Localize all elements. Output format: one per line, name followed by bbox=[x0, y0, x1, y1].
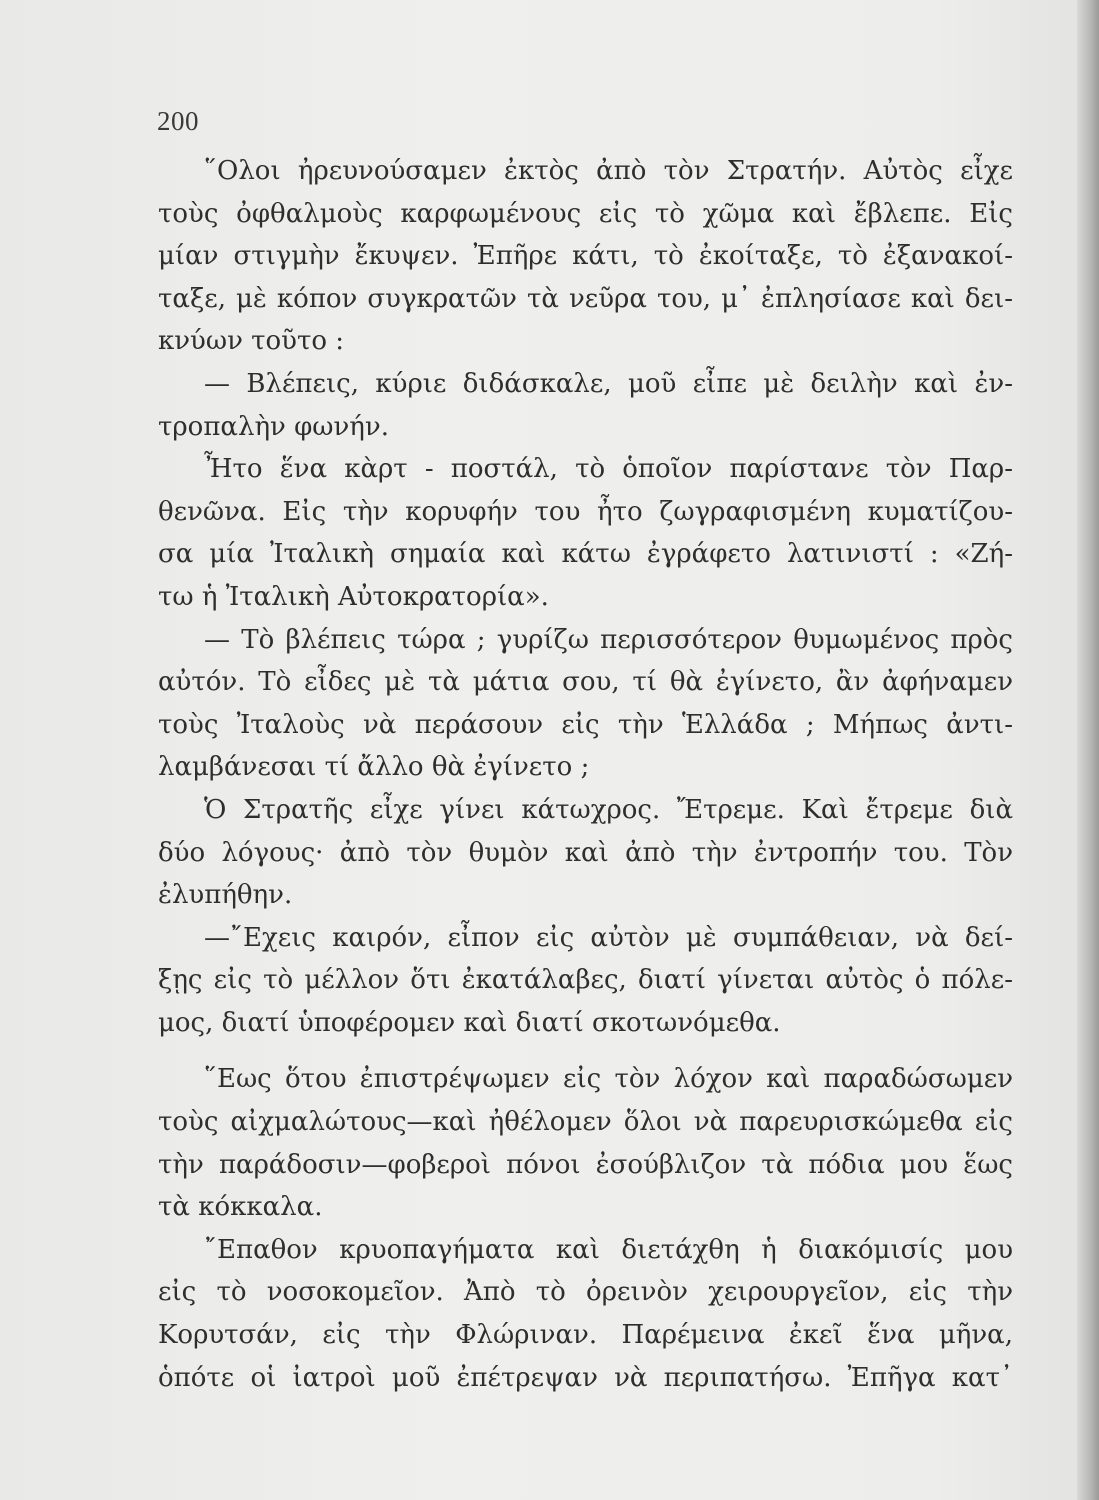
paragraph bbox=[158, 150, 1013, 363]
text-line: εἰς τὸ νοσοκομεῖον. Ἀπὸ τὸ ὀρεινὸν χειρουργεῖον, εἰς τὴν bbox=[158, 1277, 1013, 1308]
text-line: Κορυτσάν, εἰς τὴν Φλώριναν. Παρέμεινα ἐκεῖ ἕνα μῆνα, bbox=[158, 1320, 1013, 1351]
text-line: μίαν στιγμὴν ἔκυψεν. Ἐπῆρε κάτι, τὸ ἐκοίταξε, τὸ ἐξανακοί- bbox=[158, 241, 1013, 272]
text-line: ῞Εως ὅτου ἐπιστρέψωμεν εἰς τὸν λόχον καὶ παραδώσωμεν bbox=[204, 1064, 1013, 1095]
text-line: αὐτόν. Τὸ εἶδες μὲ τὰ μάτια σου, τί θὰ ἐγίνετο, ἂν ἀφήναμεν bbox=[158, 667, 1013, 698]
text-line: δύο λόγους· ἀπὸ τὸν θυμὸν καὶ ἀπὸ τὴν ἐντροπήν του. Τὸν bbox=[158, 837, 1013, 868]
text-line: τω ἡ Ἰταλικὴ Αὐτοκρατορία». bbox=[158, 581, 549, 612]
text-line: Ὁ Στρατῆς εἶχε γίνει κάτωχρος. Ἔτρεμε. Καὶ ἔτρεμε διὰ bbox=[204, 794, 1013, 825]
text-line: τὰ κόκκαλα. bbox=[158, 1192, 323, 1223]
body-text bbox=[158, 150, 1013, 1399]
text-line: — Βλέπεις, κύριε διδάσκαλε, μοῦ εἶπε μὲ δειλὴν καὶ ἐν- bbox=[204, 368, 1013, 399]
text-line: ταξε, μὲ κόπον συγκρατῶν τὰ νεῦρα του, μ᾽ ἐπλησίασε καὶ δει- bbox=[158, 283, 1013, 314]
paragraph bbox=[158, 917, 1013, 1045]
page-number: 200 bbox=[157, 106, 199, 136]
text-line: —῎Εχεις καιρόν, εἶπον εἰς αὐτὸν μὲ συμπάθειαν, νὰ δεί- bbox=[204, 922, 1013, 953]
paragraph bbox=[158, 1229, 1013, 1399]
text-line: Ἦτο ἕνα κὰρτ - ποστάλ, τὸ ὁποῖον παρίστανε τὸν Παρ- bbox=[204, 454, 1013, 485]
text-line: θενῶνα. Εἰς τὴν κορυφήν του ἦτο ζωγραφισμένη κυματίζου- bbox=[158, 496, 1013, 527]
text-line: τοὺς Ἰταλοὺς νὰ περάσουν εἰς τὴν Ἑλλάδα ; Μήπως ἀντι- bbox=[158, 709, 1013, 740]
text-line: σα μία Ἰταλικὴ σημαία καὶ κάτω ἐγράφετο λατινιστί : «Ζή- bbox=[158, 539, 1013, 570]
page-edge-shadow bbox=[1077, 0, 1099, 1500]
paragraph bbox=[158, 1058, 1013, 1228]
text-line: τοὺς αἰχμαλώτους—καὶ ἠθέλομεν ὅλοι νὰ παρευρισκώμεθα εἰς bbox=[158, 1107, 1013, 1138]
text-line: τὴν παράδοσιν—φοβεροὶ πόνοι ἐσούβλιζον τὰ πόδια μου ἕως bbox=[158, 1149, 1013, 1180]
paragraph bbox=[158, 363, 1013, 448]
text-line: ἐλυπήθην. bbox=[158, 880, 293, 911]
text-line: ῞Ολοι ἠρευνούσαμεν ἐκτὸς ἀπὸ τὸν Στρατήν. Αὐτὸς εἶχε bbox=[204, 156, 1013, 186]
text-line: ὁπότε οἱ ἰατροὶ μοῦ ἐπέτρεψαν νὰ περιπατήσω. Ἐπῆγα κατ᾽ bbox=[158, 1362, 1013, 1393]
text-line: μος, διατί ὑποφέρομεν καὶ διατί σκοτωνόμεθα. bbox=[158, 1007, 781, 1038]
text-line: κνύων τοῦτο : bbox=[158, 326, 345, 357]
section-gap bbox=[158, 1044, 1013, 1058]
text-line: ξῃς εἰς τὸ μέλλον ὅτι ἐκατάλαβες, διατί γίνεται αὐτὸς ὁ πόλε- bbox=[158, 965, 1013, 996]
paragraph bbox=[158, 789, 1013, 917]
text-line: ῎Επαθον κρυοπαγήματα καὶ διετάχθη ἡ διακόμισίς μου bbox=[204, 1234, 1013, 1265]
text-line: τροπαλὴν φωνήν. bbox=[158, 411, 389, 442]
paragraph bbox=[158, 619, 1013, 789]
paragraph bbox=[158, 448, 1013, 618]
text-line: τοὺς ὀφθαλμοὺς καρφωμένους εἰς τὸ χῶμα καὶ ἔβλεπε. Εἰς bbox=[158, 198, 1013, 229]
text-line: — Τὸ βλέπεις τώρα ; γυρίζω περισσότερον θυμωμένος πρὸς bbox=[204, 624, 1013, 655]
text-line: λαμβάνεσαι τί ἄλλο θὰ ἐγίνετο ; bbox=[158, 752, 590, 783]
